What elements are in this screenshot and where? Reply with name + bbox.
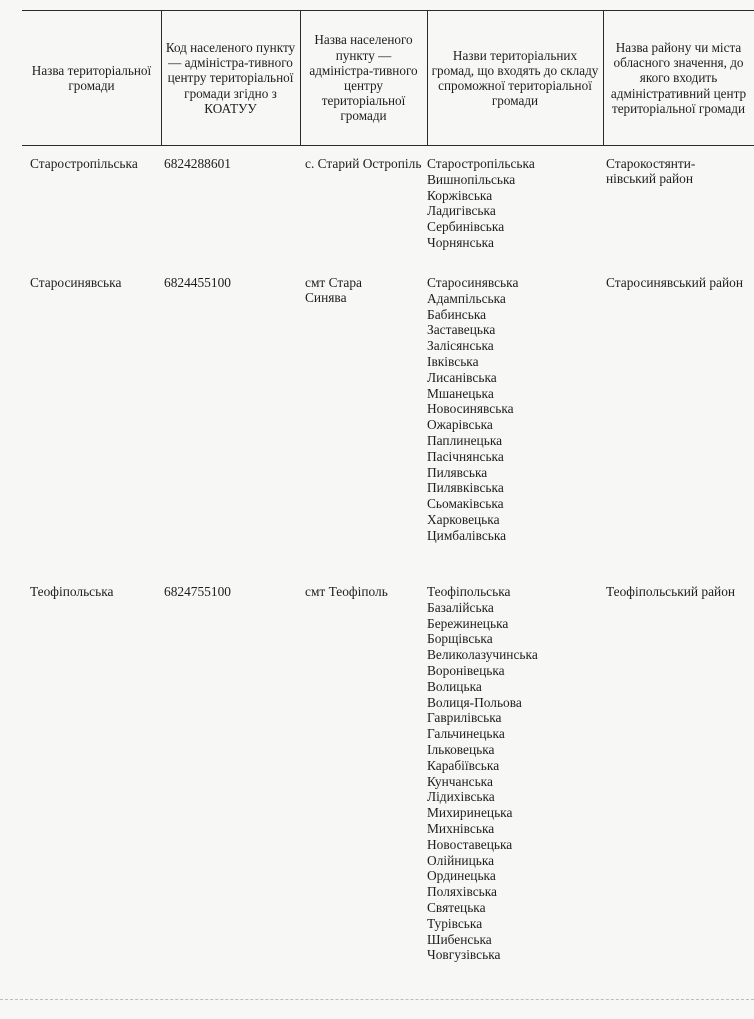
community-list-item: Новоставецька [427,836,513,852]
admin-center: смт Стара Синява [305,275,362,306]
community-list-item: Поляхівська [427,884,497,900]
koatuu-code: 6824288601 [164,156,231,171]
community-list-item: Заставецька [427,322,496,338]
community-list-item: Михиринецька [427,805,513,821]
community-list-item: Пилявківська [427,480,504,496]
community-list-item: Пасічнянська [427,448,504,464]
district: Старокостянти-нівський район [606,156,696,187]
community-list-item: Мшанецька [427,385,494,401]
header-koatuu-code: Код населеного пункту — адміністра-тивного центру територіальної громади згідно з КОАТУУ [165,39,296,116]
community-name: Старосинявська [30,275,122,290]
community-list-item: Паплинецька [427,432,503,448]
community-list-item: Базалійська [427,599,494,615]
community-list-item: Бабинська [427,306,487,322]
community-list-item: Ожарівська [427,417,493,433]
district: Теофіпольський район [606,584,736,599]
community-list-item: Бережинецька [427,615,509,631]
table-header [22,10,754,146]
district: Старосинявський район [606,275,744,290]
community-list-item: Коржівська [427,187,493,203]
column-divider [427,10,428,146]
community-list-item: Михнівська [427,820,495,836]
header-district: Назва району чи міста обласного значення, до якого входить адміністративний центр територіальної громади [610,39,747,116]
community-list-item: Теофіпольська [427,584,511,599]
admin-center: с. Старий Остропіль [305,156,422,171]
header-community-name: Назва територіальної громади [31,62,152,93]
community-list-item: Залісянська [427,338,494,354]
community-list-item: Старосинявська [427,275,519,290]
community-name: Теофіпольська [30,584,114,599]
community-list-item: Сьомаківська [427,496,504,512]
community-name: Старостропільська [30,156,138,171]
community-list-item: Турівська [427,915,483,931]
koatuu-code: 6824455100 [164,275,231,290]
community-list-item: Старостропільська [427,156,535,171]
community-list-item: Новосинявська [427,401,514,417]
header-admin-center: Назва населеного пункту — адміністра-тивного центру територіальної громади [309,32,418,124]
community-list-item: Великолазучинська [427,647,538,663]
community-list-item: Кунчанська [427,773,493,789]
admin-center: смт Теофіполь [305,584,388,599]
community-list-item: Гальчинецька [427,726,505,742]
community-list-item: Борщівська [427,631,493,647]
community-list-item: Волиця-Польова [427,694,522,710]
column-divider [161,10,162,146]
community-list-item: Харковецька [427,511,500,527]
community-list-item: Цимбалівська [427,527,507,543]
community-list-item: Волицька [427,678,482,694]
community-list-item: Воронівецька [427,662,505,678]
community-list-item: Лисанівська [427,369,497,385]
community-list-item: Сербинівська [427,219,505,235]
community-list-item: Човгузівська [427,947,501,963]
community-list-item: Лідихівська [427,789,495,805]
member-communities-list [427,156,535,251]
page-bottom-divider [0,999,754,1000]
community-list-item: Вишнопільська [427,171,516,187]
header-member-communities: Назви територіальних громад, що входять до складу спроможної територіальної громади [431,47,599,109]
column-divider [300,10,301,146]
community-list-item: Ладигівська [427,203,496,219]
community-list-item: Адампільська [427,290,506,306]
member-communities-list [427,584,538,963]
community-list-item: Ординецька [427,868,496,884]
koatuu-code: 6824755100 [164,584,231,599]
community-list-item: Івківська [427,353,479,369]
community-list-item: Шибенська [427,931,492,947]
column-divider [603,10,604,146]
community-list-item: Карабіївська [427,757,500,773]
community-list-item: Олійницька [427,852,495,868]
community-list-item: Гаврилівська [427,710,502,726]
member-communities-list [427,275,518,544]
community-list-item: Пилявська [427,464,488,480]
community-list-item: Ільковецька [427,741,495,757]
community-list-item: Чорнянська [427,234,494,250]
community-list-item: Святецька [427,899,486,915]
